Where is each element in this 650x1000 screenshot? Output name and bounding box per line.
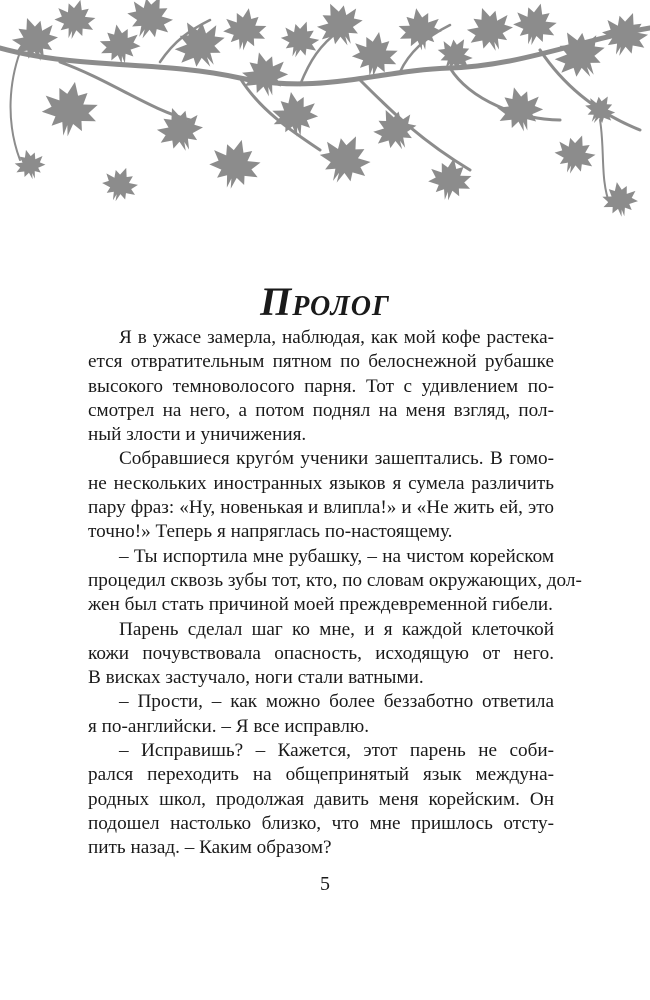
text-line: Я в ужасе замерла, наблюдая, как мой кофе растека- (119, 327, 554, 348)
text-line: не нескольких иностранных языков я сумела различить (88, 472, 554, 494)
text-line: я по-английски. – Я все исправлю. (88, 715, 370, 737)
text-line: высокого темноволосого парня. Тот с удивлением по- (88, 375, 554, 397)
paragraph (88, 618, 554, 691)
paragraph (88, 326, 554, 447)
text-line: Собравшиеся кругóм ученики зашептались. В гомо- (119, 448, 554, 470)
text-line: – Прости, – как можно более беззаботно ответила (119, 691, 554, 713)
text-line: процедил сквозь зубы тот, кто, по словам окружающих, дол- (88, 569, 582, 591)
text-line: Парень сделал шаг ко мне, и я каждой клеточкой (119, 618, 554, 640)
paragraph (88, 690, 554, 739)
text-line: родных школ, продолжая давить меня корейским. Он (88, 788, 554, 810)
text-line: кожи почувствовала опасность, исходящую от него. (88, 642, 554, 664)
text-line: смотрел на него, а потом поднял на меня взгляд, пол- (88, 399, 554, 421)
chapter-title: Пролог (260, 279, 390, 324)
paragraph (88, 447, 554, 544)
maple-branch-icon (0, 0, 650, 235)
text-line: ный злости и уничижения. (88, 424, 307, 446)
text-line: пить назад. – Каким образом? (88, 837, 332, 859)
text-line: рался переходить на общепринятый язык междуна- (88, 764, 554, 786)
page-number: 5 (320, 873, 330, 895)
body-text (88, 326, 582, 861)
text-line: – Ты испортила мне рубашку, – на чистом корейском (119, 545, 554, 567)
text-line: ется отвратительным пятном по белоснежной рубашке (88, 351, 554, 373)
paragraph (88, 545, 582, 618)
text-line: В висках застучало, ноги стали ватными. (88, 667, 424, 689)
text-line: – Исправишь? – Кажется, этот парень не соби- (119, 740, 554, 762)
text-line: пару фраз: «Ну, новенькая и влипла!» и «Не жить ей, это (88, 497, 554, 519)
text-line: точно!» Теперь я напряглась по-настоящему. (88, 521, 453, 543)
text-line: жен был стать причиной моей преждевременной гибели. (88, 594, 553, 616)
text-line: подошел настолько близко, что мне пришлось отсту- (88, 812, 554, 834)
paragraph (88, 739, 554, 860)
